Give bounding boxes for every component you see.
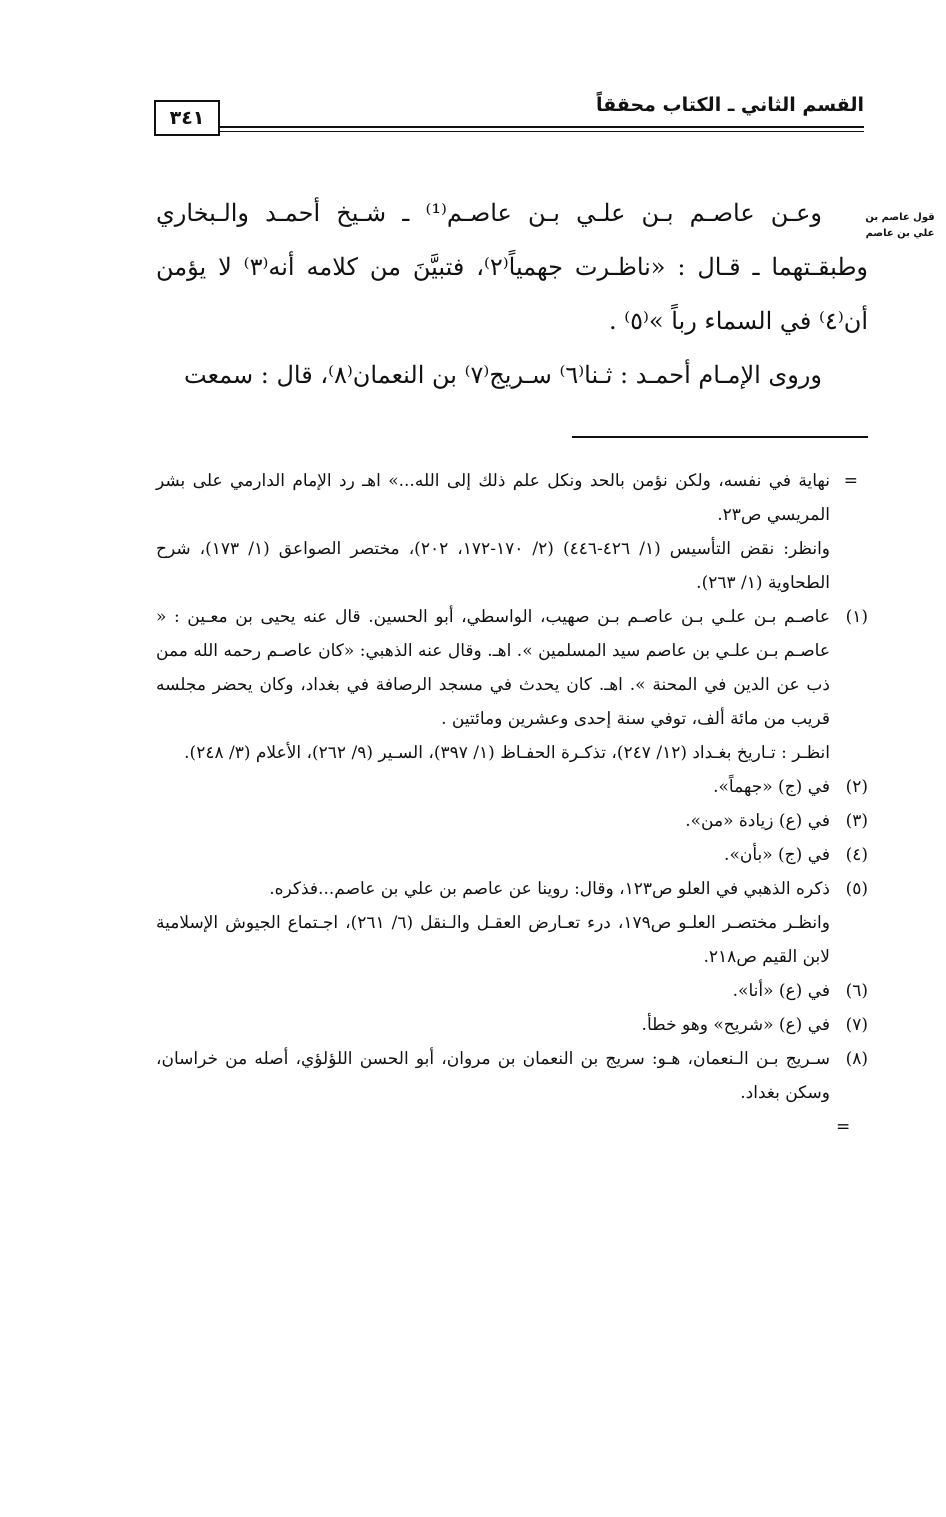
footnote-text: ذكره الذهبي في العلو ص١٢٣، وقال: روينا عن عاصم بن علي بن عاصم...فذكره.: [269, 879, 830, 899]
continuation-mark: =: [843, 471, 858, 491]
footnote-3: [156, 804, 868, 838]
footnote-continuation-refs: وانظر: نقض التأسيس (١/ ٤٢٦-٤٤٦) (٢/ ١٧٠-١٧٢، ٢٠٢)، مختصر الصواعق (١/ ١٧٣)، شرح الطحاوية (١/ ٢٦٣).: [156, 539, 830, 593]
footnote-number: (٤): [845, 845, 868, 865]
continuation-mark-next-page: =: [836, 1117, 851, 1137]
main-paragraph-2: وروى الإمـام أحمـد : ثـنا⁽٦⁾ سـريج⁽٧⁾ بن النعمان⁽٨⁾، قال : سمعت: [184, 361, 822, 389]
footnote-text: في (ع) زيادة «من».: [685, 811, 830, 831]
footnote-number: (٧): [845, 1015, 868, 1035]
footnote-text: في (ج) «بأن».: [724, 845, 830, 865]
header-rule-thin: [218, 131, 864, 132]
footnote-number: (٢): [845, 777, 868, 797]
footnote-1: [156, 600, 868, 770]
footnote-continuation-text: نهاية في نفسه، ولكن نؤمن بالحد ونكل علم ذلك إلى الله...» اهـ رد الإمام الدارمي على بشر المريسي ص٢٣.: [156, 471, 830, 525]
footnote-number: (٣): [845, 811, 868, 831]
footnote-5: [156, 872, 868, 974]
footnote-7: [156, 1008, 868, 1042]
footnote-text: عاصـم بـن علـي بـن عاصـم بـن صهيب، الواسطي، أبو الحسين. قال عنه يحيى بن معـين : « عاصـم بـن علـي بن عاصم سيد المسلمين ». اهـ. وقال عنه الذهبي: «كان عاصـم رحمه الله ممن ذب عن الدين في المحنة ». اهـ. كان يحدث في مسجد الرصافة في بغداد، وكان يحضر مجلسه قريب من مائة ألف، توفي سنة إحدى وعشرين ومائتين .: [156, 607, 830, 729]
footnote-refs: وانظـر مختصـر العلـو ص١٧٩، درء تعـارض العقـل والـنقل (٦/ ٢٦١)، اجـتماع الجيوش الإسلامية لابن القيم ص٢١٨.: [156, 913, 830, 967]
footnote-continuation: [156, 464, 868, 600]
main-paragraph-1: وعـن عاصـم بـن علـي بـن عاصـم⁽¹⁾ ـ شـيخ أحمـد والـبخاري وطبقـتهما ـ قـال : «ناظـرت جهمياً⁽٢⁾، فتبيَّنَ من كلامه أنه⁽٣⁾ لا يؤمن أن⁽٤⁾ في السماء رباً »⁽٥⁾ .: [156, 199, 869, 335]
running-header: [148, 88, 864, 132]
footnote-number: (١): [845, 607, 868, 627]
footnote-text: في (ع) «أنا».: [732, 981, 830, 1001]
footnote-4: [156, 838, 868, 872]
footnote-number: (٦): [845, 981, 868, 1001]
footnote-refs: انظـر : تـاريخ بغـداد (١٢/ ٢٤٧)، تذكـرة الحفـاظ (١/ ٣٩٧)، السـير (٩/ ٢٦٢)، الأعلام (٣/ ٢٤٨).: [184, 743, 830, 763]
footnotes: [156, 464, 868, 1137]
header-title: القسم الثاني ـ الكتاب محققاً: [595, 94, 864, 116]
page-number: ٣٤١: [154, 100, 220, 136]
footnote-divider: [572, 436, 868, 438]
footnote-text: سـريج بـن الـنعمان، هـو: سريج بن النعمان بن مروان، أبو الحسن اللؤلؤي، أصله من خراسان، وسكن بغداد.: [156, 1049, 830, 1103]
main-text: [156, 186, 868, 402]
footnote-text: في (ج) «جهماً».: [713, 777, 830, 797]
footnote-8: [156, 1042, 868, 1137]
header-rule: [218, 126, 864, 128]
footnote-number: (٥): [845, 879, 868, 899]
footnote-text: في (ع) «شريح» وهو خطأ.: [641, 1015, 830, 1035]
footnote-number: (٨): [845, 1049, 868, 1069]
footnote-2: [156, 770, 868, 804]
margin-note: قول عاصم بن علي بن عاصم: [865, 212, 935, 239]
footnote-6: [156, 974, 868, 1008]
